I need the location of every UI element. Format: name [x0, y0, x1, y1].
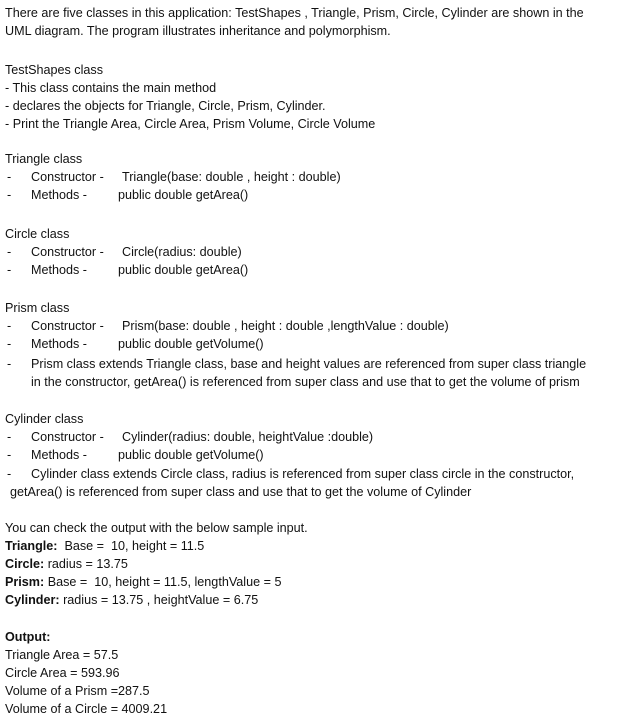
cylinder-constructor-value: Cylinder(radius: double, heightValue :double) [122, 430, 374, 444]
sample-row-label: Prism: [5, 575, 45, 589]
bullet-dash: - [7, 448, 12, 462]
triangle-heading: Triangle class [5, 152, 83, 166]
triangle-methods-value: public double getArea() [118, 188, 249, 202]
output-line: Circle Area = 593.96 [5, 666, 120, 680]
sample-row [5, 555, 128, 573]
circle-constructor-label: Constructor - [31, 245, 104, 259]
output-line: Volume of a Circle = 4009.21 [5, 702, 168, 716]
sample-intro: You can check the output with the below sample input. [5, 521, 308, 535]
sample-row-label: Cylinder: [5, 593, 60, 607]
sample-row-value: radius = 13.75 [44, 557, 128, 571]
prism-note-line-2: in the constructor, getArea() is referenced from super class and use that to get the volume of prism [31, 375, 580, 389]
sample-row-value: Base = 10, height = 11.5, lengthValue = 5 [44, 575, 282, 589]
prism-constructor-label: Constructor - [31, 319, 104, 333]
bullet-dash: - [7, 188, 12, 202]
testshapes-item: - This class contains the main method [5, 81, 217, 95]
cylinder-heading: Cylinder class [5, 412, 84, 426]
cylinder-note-line-2: getArea() is referenced from super class and use that to get the volume of Cylinder [10, 485, 472, 499]
sample-row [5, 537, 204, 555]
output-heading: Output: [5, 630, 51, 644]
circle-methods-value: public double getArea() [118, 263, 249, 277]
output-line: Triangle Area = 57.5 [5, 648, 119, 662]
bullet-dash: - [7, 467, 12, 481]
sample-row-value: Base = 10, height = 11.5 [57, 539, 205, 553]
output-line: Volume of a Prism =287.5 [5, 684, 150, 698]
testshapes-heading: TestShapes class [5, 63, 104, 77]
sample-row [5, 573, 281, 591]
triangle-constructor-value: Triangle(base: double , height : double) [122, 170, 341, 184]
sample-row-label: Triangle: [5, 539, 58, 553]
testshapes-item: - declares the objects for Triangle, Circle, Prism, Cylinder. [5, 99, 326, 113]
cylinder-methods-value: public double getVolume() [118, 448, 264, 462]
prism-constructor-value: Prism(base: double , height : double ,lengthValue : double) [122, 319, 449, 333]
bullet-dash: - [7, 357, 12, 371]
sample-row [5, 591, 258, 609]
intro-line-1: There are five classes in this application: TestShapes , Triangle, Prism, Circle, Cylinder are shown in the [5, 6, 584, 20]
bullet-dash: - [7, 337, 12, 351]
circle-methods-label: Methods - [31, 263, 87, 277]
triangle-methods-label: Methods - [31, 188, 87, 202]
bullet-dash: - [7, 170, 12, 184]
testshapes-item: - Print the Triangle Area, Circle Area, Prism Volume, Circle Volume [5, 117, 376, 131]
circle-heading: Circle class [5, 227, 70, 241]
cylinder-note-line-1: Cylinder class extends Circle class, radius is referenced from super class circle in the constructor, [31, 467, 575, 481]
prism-methods-label: Methods - [31, 337, 87, 351]
sample-row-label: Circle: [5, 557, 45, 571]
bullet-dash: - [7, 263, 12, 277]
bullet-dash: - [7, 430, 12, 444]
cylinder-methods-label: Methods - [31, 448, 87, 462]
cylinder-constructor-label: Constructor - [31, 430, 104, 444]
circle-constructor-value: Circle(radius: double) [122, 245, 242, 259]
prism-heading: Prism class [5, 301, 70, 315]
bullet-dash: - [7, 245, 12, 259]
triangle-constructor-label: Constructor - [31, 170, 104, 184]
bullet-dash: - [7, 319, 12, 333]
intro-line-2: UML diagram. The program illustrates inheritance and polymorphism. [5, 24, 391, 38]
sample-row-value: radius = 13.75 , heightValue = 6.75 [59, 593, 259, 607]
prism-note-line-1: Prism class extends Triangle class, base and height values are referenced from super class triangle [31, 357, 587, 371]
prism-methods-value: public double getVolume() [118, 337, 264, 351]
